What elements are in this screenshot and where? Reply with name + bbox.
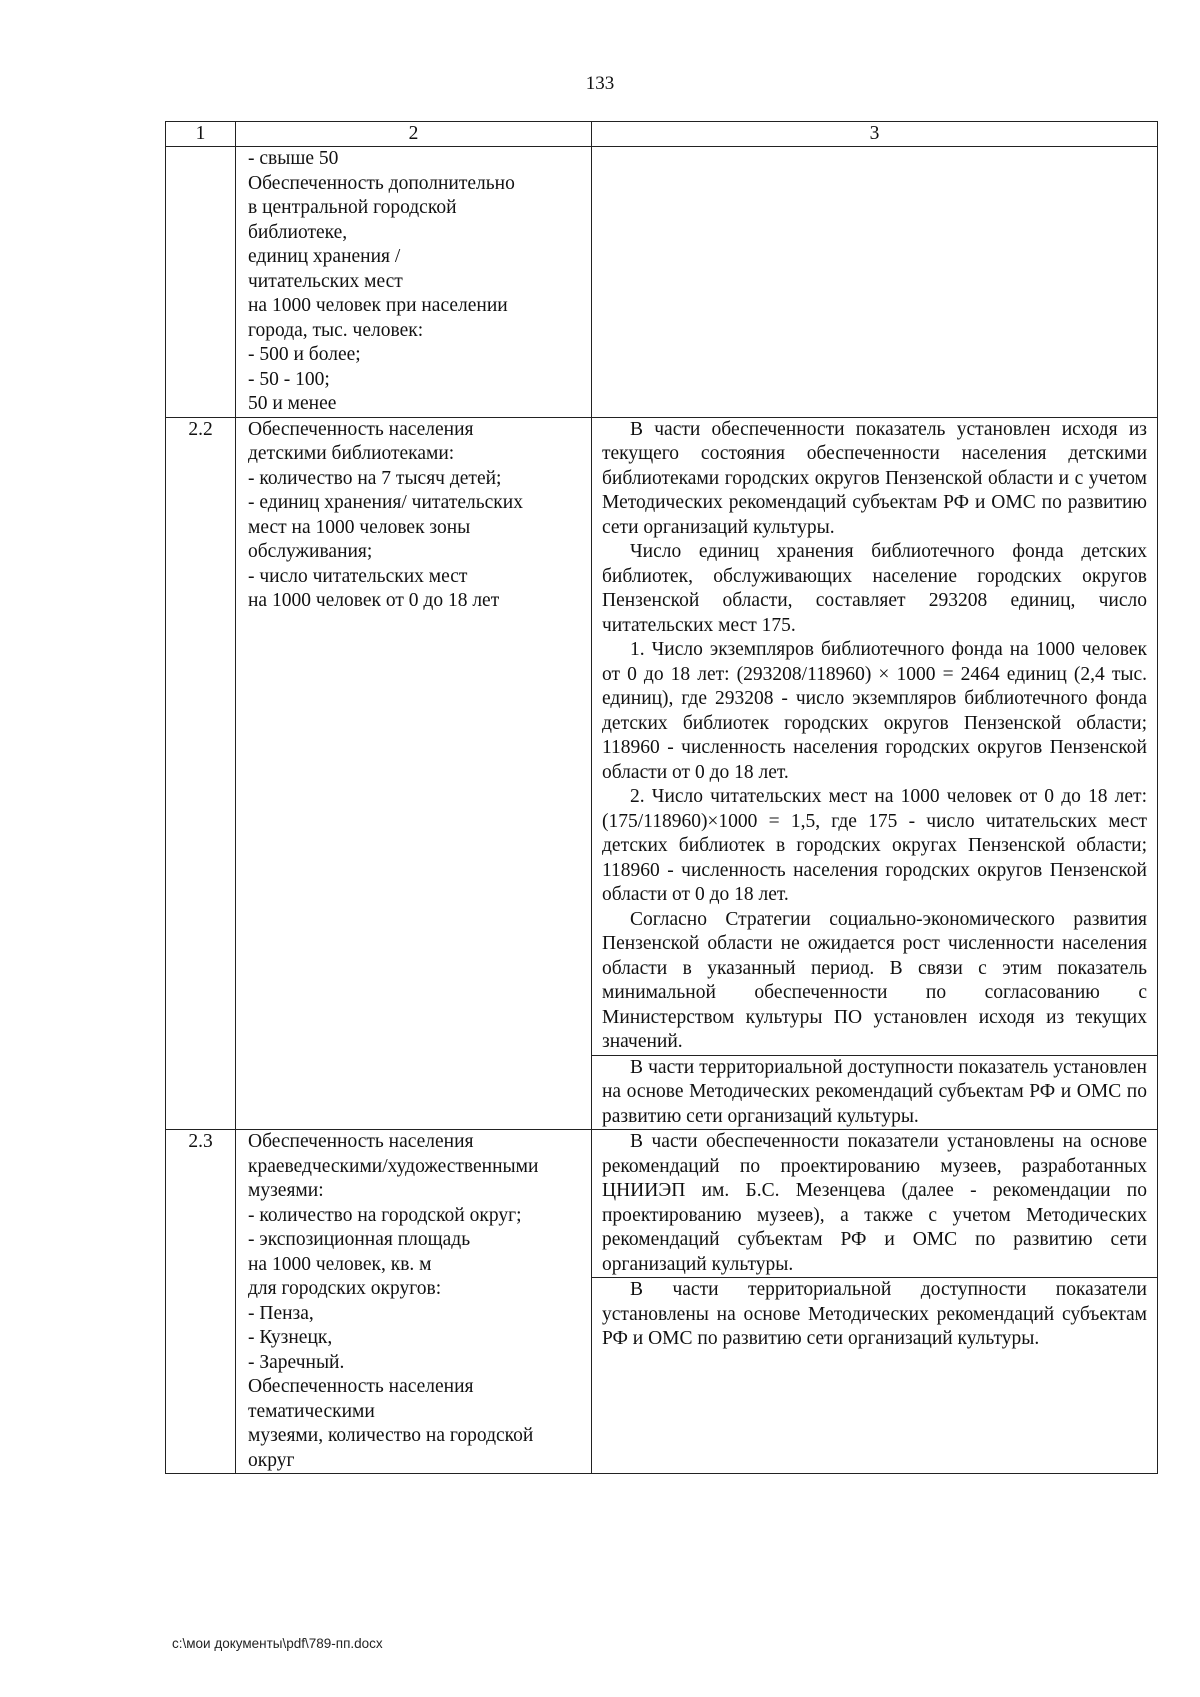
indicator-cell: [236, 147, 592, 418]
indicator-line: - Заречный.: [248, 1351, 345, 1373]
justification-paragraph: Число единиц хранения библиотечного фонда детских библиотек, обслуживающих население городских округов Пензенской области, составляет 293208 единиц, число читательских мест 175.: [602, 541, 1147, 636]
indicator-line: Обеспеченность населения: [248, 1376, 474, 1397]
row-number: 2.3: [166, 1130, 236, 1474]
indicator-line: - количество на городской округ;: [248, 1204, 522, 1226]
indicator-line: 50 и менее: [248, 393, 337, 414]
indicator-line: города, тыс. человек:: [248, 319, 424, 341]
justification-cell: [592, 147, 1158, 418]
row-number: [166, 147, 236, 418]
indicator-line: библиотеке,: [248, 221, 348, 243]
indicator-line: Обеспеченность населения: [248, 418, 474, 440]
justification-paragraph: В части обеспеченности показатель установлен исходя из текущего состояния обеспеченности населения детскими библиотеками городских округов Пензенской области и с учетом Методических рекомендаций субъектам РФ и ОМС по развитию сети организаций культуры.: [602, 418, 1147, 538]
indicator-line: на 1000 человек от 0 до 18 лет: [248, 590, 500, 611]
indicator-line: на 1000 человек при населении: [248, 295, 508, 316]
indicator-line: музеями, количество на городской: [248, 1425, 534, 1446]
indicator-line: единиц хранения /: [248, 246, 401, 267]
table-row: [166, 417, 1158, 1130]
indicator-cell: [236, 417, 592, 1130]
document-table: [165, 121, 1158, 1474]
justification-paragraph: 2. Число читательских мест на 1000 человек от 0 до 18 лет: (175/118960)×1000 = 1,5, где 175 - число читательских мест детских библиотек в городских округах Пензенской области; 118960 - численность населения городских округов Пензенской области от 0 до 18 лет.: [602, 786, 1147, 905]
header-col-3: 3: [592, 122, 1158, 147]
territorial-access-subcell: [592, 1277, 1157, 1352]
indicator-line: - экспозиционная площадь: [248, 1229, 471, 1250]
indicator-line: Обеспеченность дополнительно: [248, 172, 515, 194]
indicator-line: тематическими: [248, 1400, 375, 1422]
indicator-line: - Кузнецк,: [248, 1327, 333, 1348]
table-row: [166, 147, 1158, 418]
indicator-line: - свыше 50: [248, 148, 339, 169]
indicator-line: музеями:: [248, 1180, 324, 1201]
page-number: 133: [585, 73, 615, 94]
indicator-line: для городских округов:: [248, 1278, 442, 1299]
indicator-line: округ: [248, 1449, 295, 1471]
indicator-line: детскими библиотеками:: [248, 443, 455, 464]
table-header-row: [166, 122, 1158, 147]
territorial-access-subcell: [592, 1055, 1157, 1130]
indicator-cell: [236, 1130, 592, 1474]
indicator-line: краеведческими/художественными: [248, 1155, 539, 1177]
indicator-line: мест на 1000 человек зоны: [248, 516, 471, 538]
indicator-line: - количество на 7 тысяч детей;: [248, 467, 502, 489]
indicator-line: - единиц хранения/ читательских: [248, 492, 523, 513]
table-row: [166, 1130, 1158, 1474]
justification-paragraph: В части территориальной доступности показатель установлен на основе Методических рекомендаций субъектам РФ и ОМС по развитию сети организаций культуры.: [602, 1056, 1147, 1127]
justification-cell: [592, 1130, 1158, 1474]
indicator-line: - 500 и более;: [248, 344, 361, 365]
justification-paragraph: В части обеспеченности показатели установлены на основе рекомендаций по проектированию музеев, разработанных ЦНИИЭП им. Б.С. Мезенцева (далее - рекомендации по проектированию музеев), а также с учетом Методических рекомендаций субъектам РФ и ОМС по развитию сети организаций культуры.: [602, 1131, 1147, 1275]
indicator-line: читательских мест: [248, 270, 403, 292]
row-number: 2.2: [166, 417, 236, 1130]
indicator-line: обслуживания;: [248, 541, 373, 562]
justification-paragraph: В части территориальной доступности показатели установлены на основе Методических рекомендаций субъектам РФ и ОМС по развитию сети организаций культуры.: [602, 1279, 1147, 1349]
indicator-line: - число читательских мест: [248, 565, 468, 587]
indicator-line: - Пенза,: [248, 1302, 314, 1324]
header-col-2: 2: [236, 122, 592, 147]
justification-paragraph: Согласно Стратегии социально-экономического развития Пензенской области не ожидается рост численности населения области в указанный период. В связи с этим показатель минимальной обеспеченности по согласованию с Министерством культуры ПО установлен исходя из текущих значений.: [602, 908, 1147, 1052]
header-col-1: 1: [166, 122, 236, 147]
indicator-line: на 1000 человек, кв. м: [248, 1253, 432, 1275]
justification-paragraph: 1. Число экземпляров библиотечного фонда на 1000 человек от 0 до 18 лет: (293208/118960) × 1000 = 2464 единиц (2,4 тыс. единиц), где 293208 - число экземпляров библиотечного фонда детских библиотек городских округов Пензенской области; 118960 - численность населения городских округов Пензенской области от 0 до 18 лет.: [602, 639, 1147, 783]
indicator-line: - 50 - 100;: [248, 368, 330, 390]
justification-cell: [592, 417, 1158, 1130]
indicator-line: Обеспеченность населения: [248, 1131, 474, 1152]
indicator-line: в центральной городской: [248, 197, 457, 218]
file-path-footer: c:\мои документы\pdf\789-пп.docx: [172, 1636, 383, 1651]
